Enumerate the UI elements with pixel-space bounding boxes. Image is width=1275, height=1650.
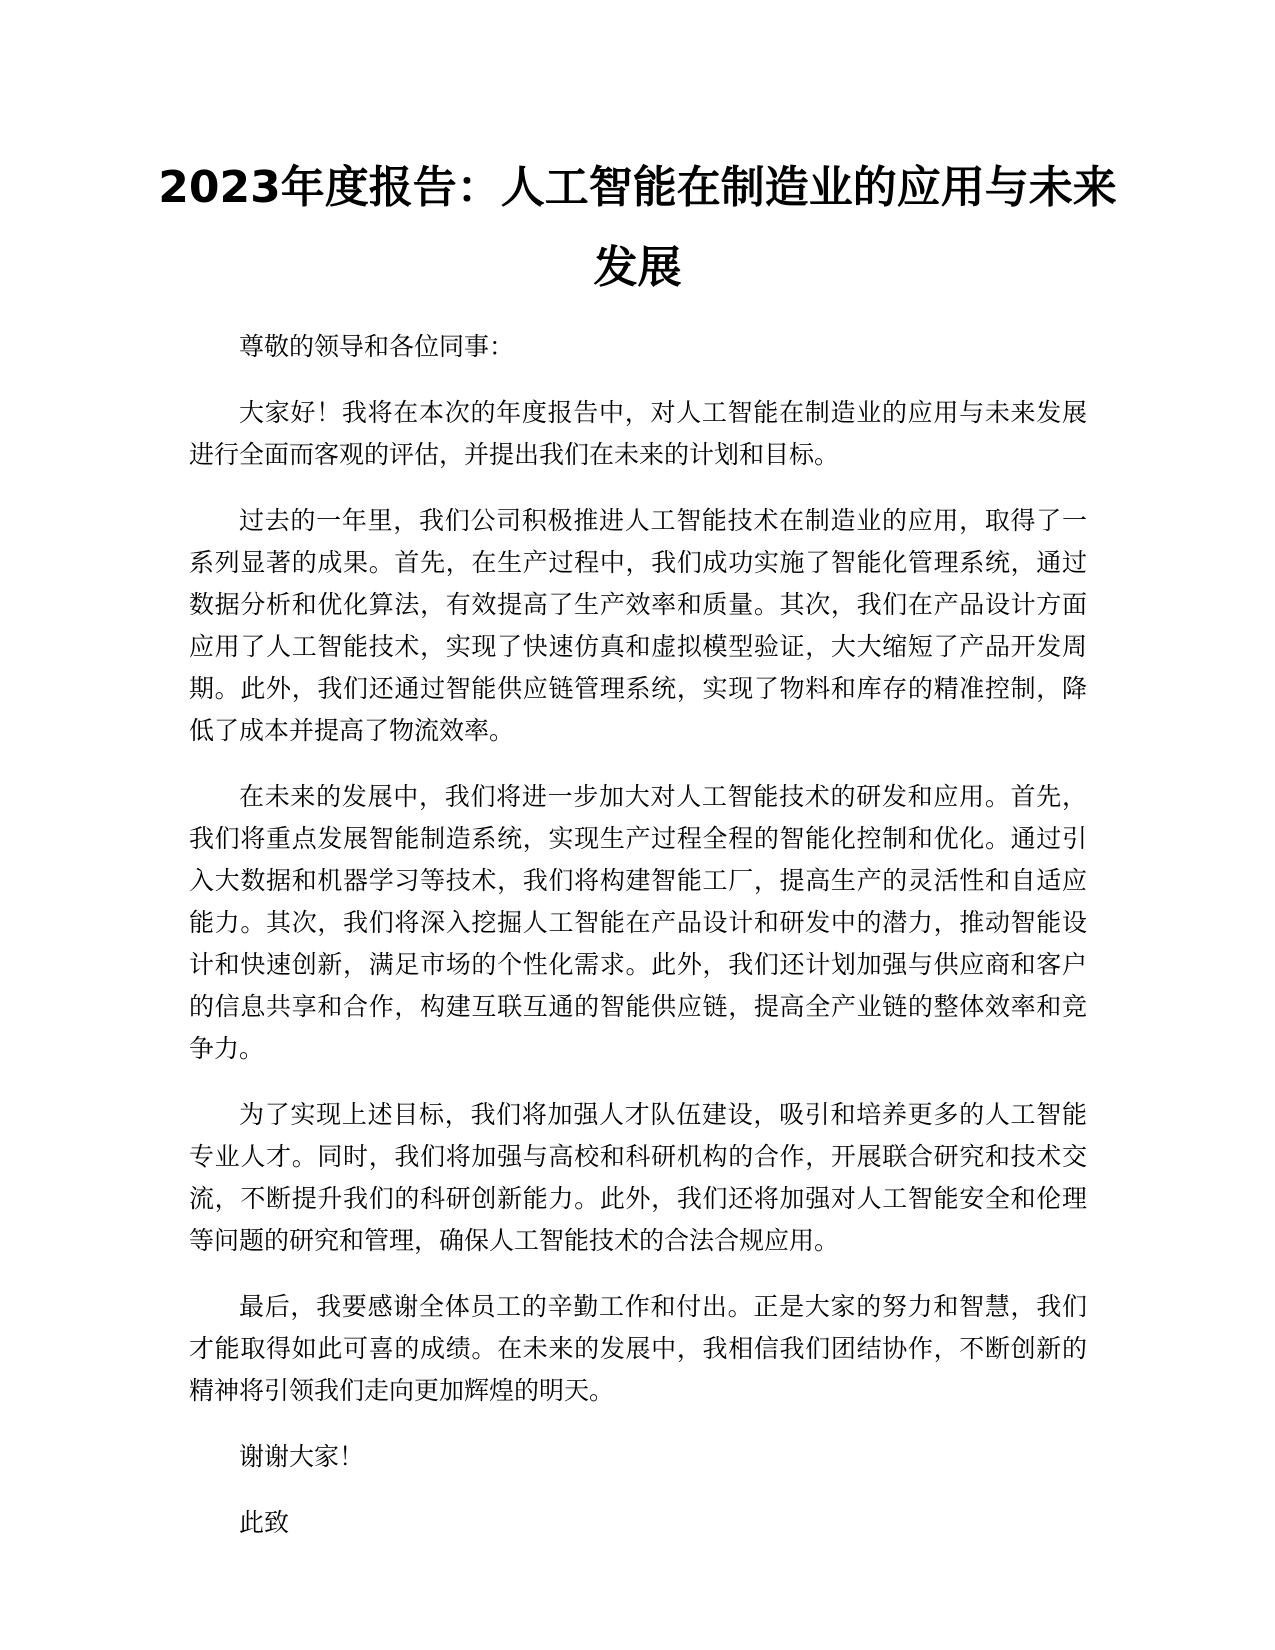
- paragraph-talent: 为了实现上述目标，我们将加强人才队伍建设，吸引和培养更多的人工智能专业人才。同时，我们将加强与高校和科研机构的合作，开展联合研究和技术交流，不断提升我们的科研创新能力。此外，我们还将加强对人工智能安全和伦理等问题的研究和管理，确保人工智能技术的合法合规应用。: [189, 1100, 1087, 1255]
- thanks-line: 谢谢大家！: [239, 1442, 365, 1471]
- paragraph-achievements: 过去的一年里，我们公司积极推进人工智能技术在制造业的应用，取得了一系列显著的成果。首先，在生产过程中，我们成功实施了智能化管理系统，通过数据分析和优化算法，有效提高了生产效率和质量。其次，我们在产品设计方面应用了人工智能技术，实现了快速仿真和虚拟模型验证，大大缩短了产品开发周期。此外，我们还通过智能供应链管理系统，实现了物料和库存的精准控制，降低了成本并提高了物流效率。: [189, 506, 1087, 745]
- document-title: 2023年度报告：人工智能在制造业的应用与未来发展: [158, 162, 1117, 293]
- closing-line: 此致: [239, 1508, 290, 1537]
- salutation: 尊敬的领导和各位同事：: [239, 332, 515, 361]
- paragraph-gratitude: 最后，我要感谢全体员工的辛勤工作和付出。正是大家的努力和智慧，我们才能取得如此可喜的成绩。在未来的发展中，我相信我们团结协作，不断创新的精神将引领我们走向更加辉煌的明天。: [189, 1292, 1087, 1405]
- paragraph-future-plans: 在未来的发展中，我们将进一步加大对人工智能技术的研发和应用。首先，我们将重点发展智能制造系统，实现生产过程全程的智能化控制和优化。通过引入大数据和机器学习等技术，我们将构建智能工厂，提高生产的灵活性和自适应能力。其次，我们将深入挖掘人工智能在产品设计和研发中的潜力，推动智能设计和快速创新，满足市场的个性化需求。此外，我们还计划加强与供应商和客户的信息共享和合作，构建互联互通的智能供应链，提高全产业链的整体效率和竞争力。: [189, 782, 1087, 1063]
- paragraph-intro: 大家好！我将在本次的年度报告中，对人工智能在制造业的应用与未来发展进行全面而客观的评估，并提出我们在未来的计划和目标。: [189, 398, 1087, 469]
- document-body: [189, 326, 1087, 1568]
